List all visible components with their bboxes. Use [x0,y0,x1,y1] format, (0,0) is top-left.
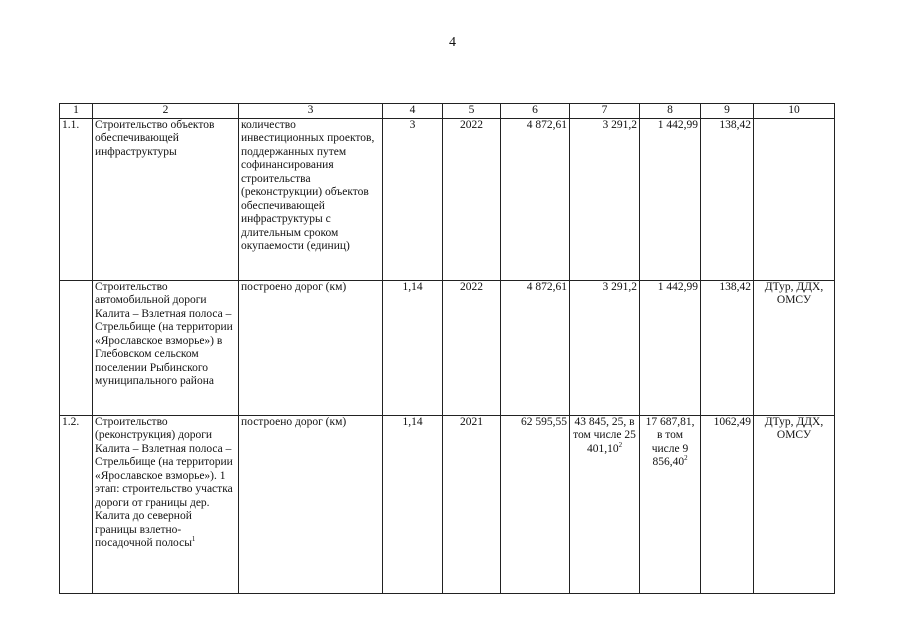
indicator-name: построено дорог (км) [239,280,383,415]
federal-cell: 3 291,2 [570,118,640,280]
row-number: 1.2. [60,415,93,593]
indicator-value: 3 [383,118,443,280]
footnote-mark: 2 [618,440,623,449]
footnote-mark: 2 [684,454,688,463]
activity-name [93,415,239,593]
indicator-value: 1,14 [383,415,443,593]
indicator-name: построено дорог (км) [239,415,383,593]
header-cell: 7 [570,104,640,119]
activity-name: Строительство автомобильной дороги Калита – Взлетная полоса – Стрельбище (на территории «Ярославское взморье») в Глебовском сельском поселении Рыбинского муниципального района [93,280,239,415]
header-cell: 2 [93,104,239,119]
indicator-name: количество инвестиционных проектов, поддержанных путем софинансирования строительства (реконструкции) объектов обеспечивающей инфраструктуры с длительным сроком окупаемости (единиц) [239,118,383,280]
row-number [60,280,93,415]
header-cell: 8 [640,104,701,119]
header-cell: 9 [701,104,754,119]
total-cell: 4 872,61 [501,118,570,280]
local-cell: 138,42 [701,118,754,280]
regional-cell: 1 442,99 [640,118,701,280]
year-cell: 2022 [443,118,501,280]
federal-text: 43 845, 25, в том числе 25 401,10 [573,415,636,455]
executor-cell [754,118,835,280]
executor-cell: ДТур, ДДХ, ОМСУ [754,415,835,593]
page-number: 4 [449,35,456,50]
table-row [60,280,835,415]
year-cell: 2021 [443,415,501,593]
year-cell: 2022 [443,280,501,415]
federal-cell [570,415,640,593]
total-cell: 62 595,55 [501,415,570,593]
regional-cell: 1 442,99 [640,280,701,415]
header-cell: 6 [501,104,570,119]
table-row [60,415,835,593]
header-cell: 1 [60,104,93,119]
program-table [59,103,835,594]
header-cell: 5 [443,104,501,119]
header-cell: 4 [383,104,443,119]
regional-cell [640,415,701,593]
federal-cell: 3 291,2 [570,280,640,415]
header-row [60,104,835,119]
header-cell: 10 [754,104,835,119]
activity-name: Строительство объектов обеспечивающей инфраструктуры [93,118,239,280]
header-cell: 3 [239,104,383,119]
total-cell: 4 872,61 [501,280,570,415]
indicator-value: 1,14 [383,280,443,415]
regional-text: 17 687,81, в том числе 9 856,40 [645,415,695,468]
activity-name-text: Строительство (реконструкция) дороги Калита – Взлетная полоса – Стрельбище (на территории «Ярославское взморье»). 1 этап: строительство участка дороги от границы дер. Калита до северной границы взлетно-посадочной полосы [95,415,233,549]
executor-cell: ДТур, ДДХ, ОМСУ [754,280,835,415]
local-cell: 138,42 [701,280,754,415]
footnote-mark: 1 [191,535,196,544]
table-row [60,118,835,280]
row-number: 1.1. [60,118,93,280]
local-cell: 1062,49 [701,415,754,593]
